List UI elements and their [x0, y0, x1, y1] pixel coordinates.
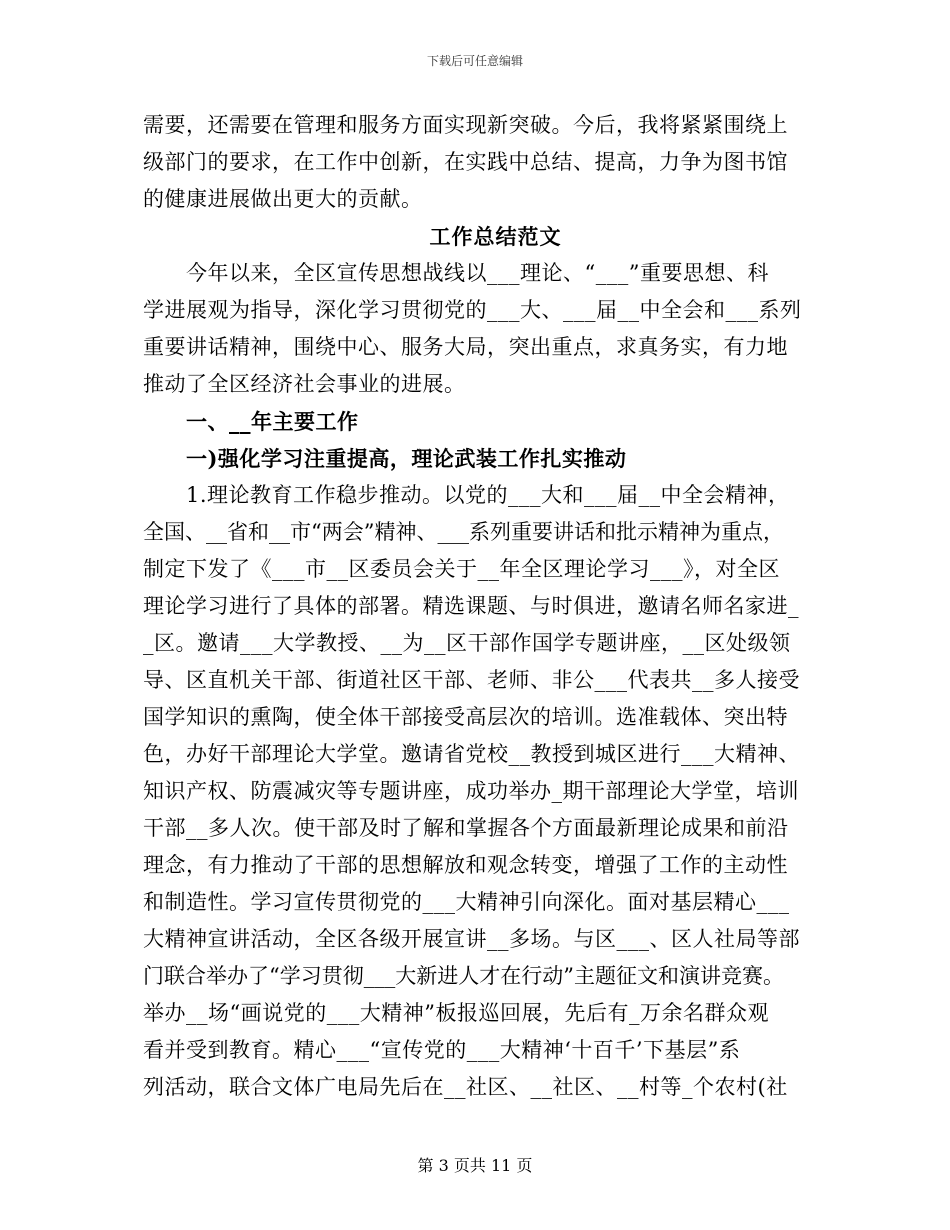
paragraph-line: 1.理论教育工作稳步推动。以党的___大和___届__中全会精神，: [186, 483, 790, 507]
heading-level-1: 一、__年主要工作: [186, 409, 359, 434]
paragraph-line: 和制造性。学习宣传贯彻党的___大精神引向深化。面对基层精心___: [143, 890, 790, 914]
paragraph-line: 重要讲话精神，围绕中心、服务大局，突出重点，求真务实，有力地: [143, 335, 788, 359]
paragraph-line: 全国、__省和__市“两会”精神、___系列重要讲话和批示精神为重点，: [143, 520, 784, 544]
paragraph-line: 大精神宣讲活动，全区各级开展宣讲__多场。与区___、区人社局等部: [143, 927, 800, 951]
paragraph-line: 导、区直机关干部、街道社区干部、老师、非公___代表共__多人接受: [143, 668, 800, 692]
paragraph-line: 举办__场“画说党的___大精神”板报巡回展，先后有_万余名群众观: [143, 1001, 769, 1025]
page-header-note: 下载后可任意编辑: [426, 54, 523, 68]
page-footer-number: 第 3 页共 11 页: [417, 1156, 533, 1175]
paragraph-line: 色，办好干部理论大学堂。邀请省党校__教授到城区进行___大精神、: [143, 742, 800, 766]
paragraph-line: 看并受到教育。精心___“宣传党的___大精神‘十百千’下基层”系: [143, 1038, 741, 1062]
paragraph-line: 学进展观为指导，深化学习贯彻党的___大、___届__中全会和___系列: [143, 298, 802, 322]
document-body: [143, 107, 803, 1106]
paragraph-line: 今年以来，全区宣传思想战线以___理论、“___”重要思想、科: [186, 261, 769, 285]
paragraph-line: 制定下发了《___市__区委员会关于__年全区理论学习___》，对全区: [143, 557, 780, 581]
paragraph-line: 国学知识的熏陶，使全体干部接受高层次的培训。选准载体、突出特: [143, 705, 788, 729]
paragraph-line: 列活动，联合文体广电局先后在__社区、__社区、__村等_个农村(社: [143, 1075, 788, 1099]
paragraph-line: 级部门的要求，在工作中创新，在实践中总结、提高，力争为图书馆: [143, 150, 788, 174]
heading-level-2: 一)强化学习注重提高，理论武装工作扎实推动: [186, 446, 627, 471]
paragraph-line: 理论学习进行了具体的部署。精选课题、与时俱进，邀请名师名家进_: [143, 594, 799, 618]
paragraph-line: 门联合举办了“学习贯彻___大新进人才在行动”主题征文和演讲竞赛。: [143, 964, 784, 988]
paragraph-line: _区。邀请___大学教授、__为__区干部作国学专题讲座，__区处级领: [143, 631, 791, 655]
paragraph-line: 需要，还需要在管理和服务方面实现新突破。今后，我将紧紧围绕上: [143, 113, 788, 137]
paragraph-line: 推动了全区经济社会事业的进展。: [143, 372, 466, 396]
section-title: 工作总结范文: [429, 224, 562, 249]
paragraph-line: 知识产权、防震减灾等专题讲座，成功举办_期干部理论大学堂，培训: [143, 779, 799, 803]
paragraph-line: 理念，有力推动了干部的思想解放和观念转变，增强了工作的主动性: [143, 853, 788, 877]
paragraph-line: 干部__多人次。使干部及时了解和掌握各个方面最新理论成果和前沿: [143, 816, 789, 840]
paragraph-line: 的健康进展做出更大的贡献。: [143, 187, 423, 211]
